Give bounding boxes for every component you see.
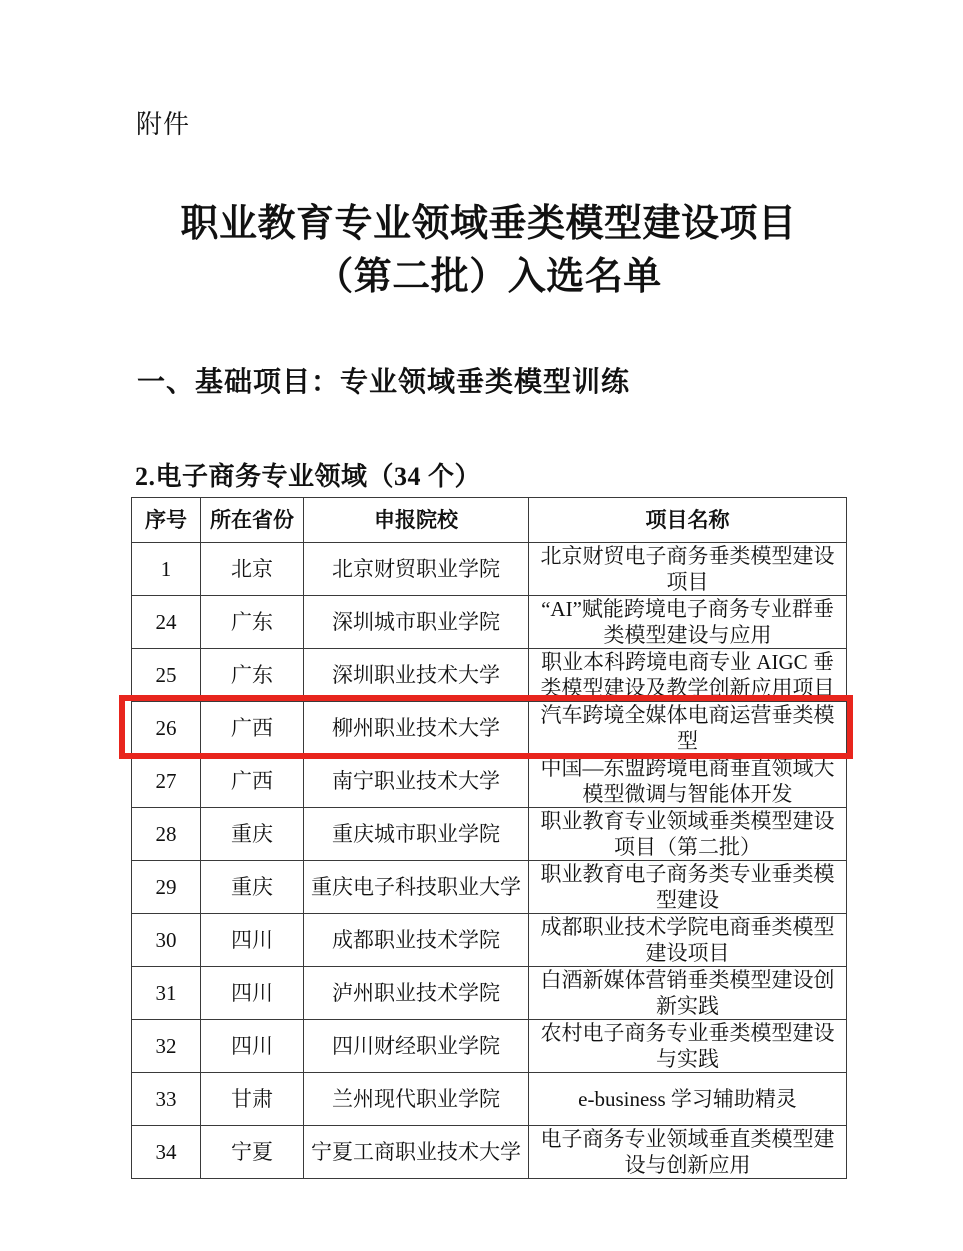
projects-table	[131, 497, 847, 1179]
cell-school: 重庆城市职业学院	[304, 808, 529, 861]
cell-project: “AI”赋能跨境电子商务专业群垂类模型建设与应用	[529, 596, 847, 649]
table-row	[132, 649, 847, 702]
cell-school: 深圳城市职业学院	[304, 596, 529, 649]
column-header-3: 项目名称	[529, 498, 847, 543]
cell-no: 26	[132, 702, 201, 755]
cell-project: 北京财贸电子商务垂类模型建设项目	[529, 543, 847, 596]
cell-school: 南宁职业技术大学	[304, 755, 529, 808]
cell-no: 24	[132, 596, 201, 649]
document-title-line-2: （第二批）入选名单	[315, 256, 662, 298]
cell-province: 甘肃	[201, 1073, 304, 1126]
cell-school: 泸州职业技术学院	[304, 967, 529, 1020]
document-title	[131, 198, 846, 304]
column-header-0: 序号	[132, 498, 201, 543]
cell-school: 重庆电子科技职业大学	[304, 861, 529, 914]
table-row	[132, 596, 847, 649]
subsection-heading: 2.电子商务专业领域（34 个）	[135, 462, 482, 491]
table-row	[132, 543, 847, 596]
table-header-row	[132, 498, 847, 543]
table-body	[132, 543, 847, 1179]
cell-project: 电子商务专业领域垂直类模型建设与创新应用	[529, 1126, 847, 1179]
cell-province: 四川	[201, 967, 304, 1020]
cell-school: 北京财贸职业学院	[304, 543, 529, 596]
table-row	[132, 755, 847, 808]
cell-province: 四川	[201, 914, 304, 967]
column-header-1: 所在省份	[201, 498, 304, 543]
cell-no: 33	[132, 1073, 201, 1126]
cell-province: 广东	[201, 649, 304, 702]
projects-table-wrap	[131, 497, 846, 1179]
column-header-2: 申报院校	[304, 498, 529, 543]
cell-project: 成都职业技术学院电商垂类模型建设项目	[529, 914, 847, 967]
cell-project: 汽车跨境全媒体电商运营垂类模型	[529, 702, 847, 755]
cell-no: 28	[132, 808, 201, 861]
document-title-line-1: 职业教育专业领域垂类模型建设项目	[180, 203, 797, 245]
cell-province: 广西	[201, 755, 304, 808]
cell-school: 宁夏工商职业技术大学	[304, 1126, 529, 1179]
cell-project: 中国—东盟跨境电商垂直领域大模型微调与智能体开发	[529, 755, 847, 808]
cell-project: e-business 学习辅助精灵	[529, 1073, 847, 1126]
table-row	[132, 702, 847, 755]
attachment-label: 附件	[136, 109, 191, 139]
cell-project: 农村电子商务专业垂类模型建设与实践	[529, 1020, 847, 1073]
cell-province: 四川	[201, 1020, 304, 1073]
cell-no: 1	[132, 543, 201, 596]
cell-no: 34	[132, 1126, 201, 1179]
cell-school: 深圳职业技术大学	[304, 649, 529, 702]
cell-no: 31	[132, 967, 201, 1020]
cell-no: 32	[132, 1020, 201, 1073]
cell-province: 广西	[201, 702, 304, 755]
table-row	[132, 861, 847, 914]
cell-no: 25	[132, 649, 201, 702]
cell-province: 广东	[201, 596, 304, 649]
cell-project: 职业教育专业领域垂类模型建设项目（第二批）	[529, 808, 847, 861]
table-row	[132, 1020, 847, 1073]
cell-project: 白酒新媒体营销垂类模型建设创新实践	[529, 967, 847, 1020]
table-row	[132, 1073, 847, 1126]
cell-school: 成都职业技术学院	[304, 914, 529, 967]
cell-school: 四川财经职业学院	[304, 1020, 529, 1073]
table-row	[132, 1126, 847, 1179]
cell-province: 重庆	[201, 861, 304, 914]
cell-school: 兰州现代职业学院	[304, 1073, 529, 1126]
cell-province: 重庆	[201, 808, 304, 861]
section-heading: 一、基础项目：专业领域垂类模型训练	[137, 366, 631, 397]
cell-school: 柳州职业技术大学	[304, 702, 529, 755]
table-row	[132, 808, 847, 861]
cell-no: 30	[132, 914, 201, 967]
cell-project: 职业教育电子商务类专业垂类模型建设	[529, 861, 847, 914]
cell-province: 北京	[201, 543, 304, 596]
cell-project: 职业本科跨境电商专业 AIGC 垂类模型建设及教学创新应用项目	[529, 649, 847, 702]
cell-no: 27	[132, 755, 201, 808]
table-row	[132, 914, 847, 967]
table-row	[132, 967, 847, 1020]
cell-no: 29	[132, 861, 201, 914]
cell-province: 宁夏	[201, 1126, 304, 1179]
